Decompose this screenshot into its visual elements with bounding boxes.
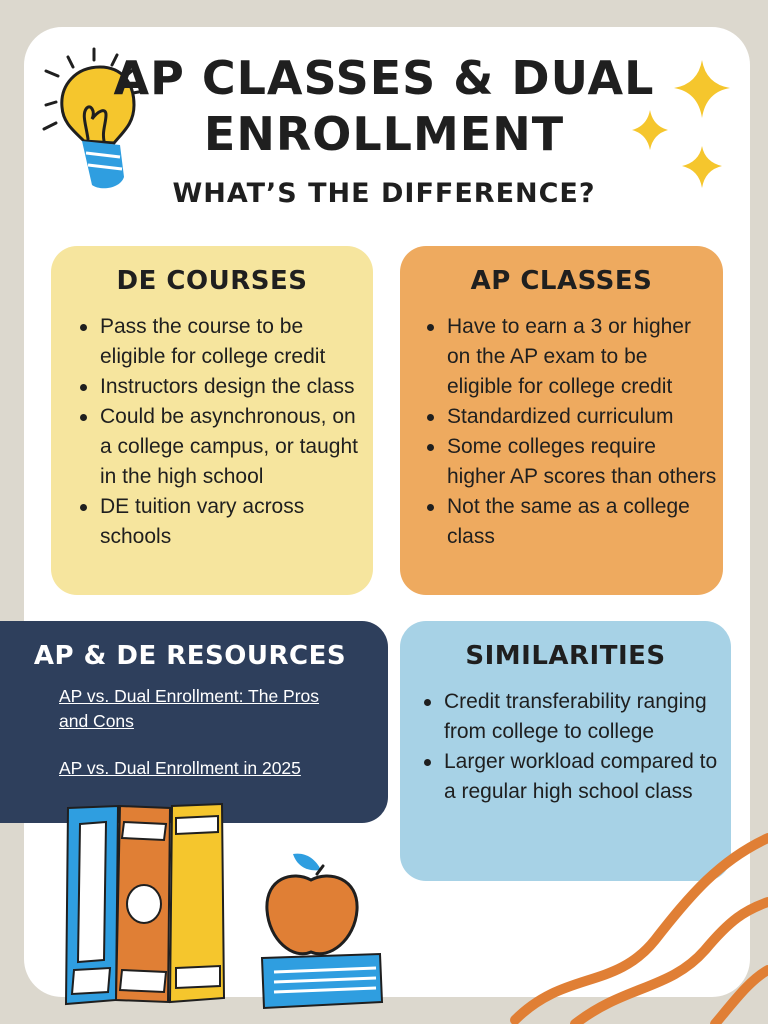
- page-title-line-1: AP CLASSES & DUAL: [113, 51, 655, 105]
- list-item: Standardized curriculum: [425, 402, 717, 432]
- ap-classes-list: [425, 312, 717, 552]
- list-item: Larger workload compared to a regular high school class: [422, 747, 725, 807]
- ap-classes-card: [400, 246, 723, 595]
- list-item: DE tuition vary across schools: [78, 492, 363, 552]
- list-item: Not the same as a college class: [425, 492, 717, 552]
- list-item: Some colleges require higher AP scores than others: [425, 432, 717, 492]
- book-icon: [258, 952, 386, 1010]
- list-item: Could be asynchronous, on a college campus, or taught in the high school: [78, 402, 363, 492]
- page-title-line-2: ENROLLMENT: [203, 107, 565, 161]
- apple-icon: [255, 848, 367, 963]
- list-item: Instructors design the class: [78, 372, 363, 402]
- resource-link-2025[interactable]: AP vs. Dual Enrollment in 2025: [59, 758, 301, 778]
- page-subtitle: WHAT’S THE DIFFERENCE?: [172, 178, 596, 209]
- list-item: Pass the course to be eligible for college credit: [78, 312, 363, 372]
- resources-card: [0, 621, 388, 823]
- ap-classes-heading: AP CLASSES: [470, 266, 653, 296]
- binders-icon: [58, 800, 230, 1008]
- resource-link-pros-cons[interactable]: AP vs. Dual Enrollment: The Pros and Cons: [59, 686, 320, 731]
- list-item: Credit transferability ranging from college to college: [422, 687, 725, 747]
- resources-heading: AP & DE RESOURCES: [33, 641, 347, 671]
- de-courses-heading: DE COURSES: [116, 266, 308, 296]
- list-item: Have to earn a 3 or higher on the AP exam to be eligible for college credit: [425, 312, 717, 402]
- de-courses-list: [78, 312, 363, 552]
- similarities-heading: SIMILARITIES: [465, 641, 666, 671]
- wavy-lines: [505, 820, 768, 1024]
- de-courses-card: [51, 246, 373, 595]
- similarities-list: [422, 687, 725, 807]
